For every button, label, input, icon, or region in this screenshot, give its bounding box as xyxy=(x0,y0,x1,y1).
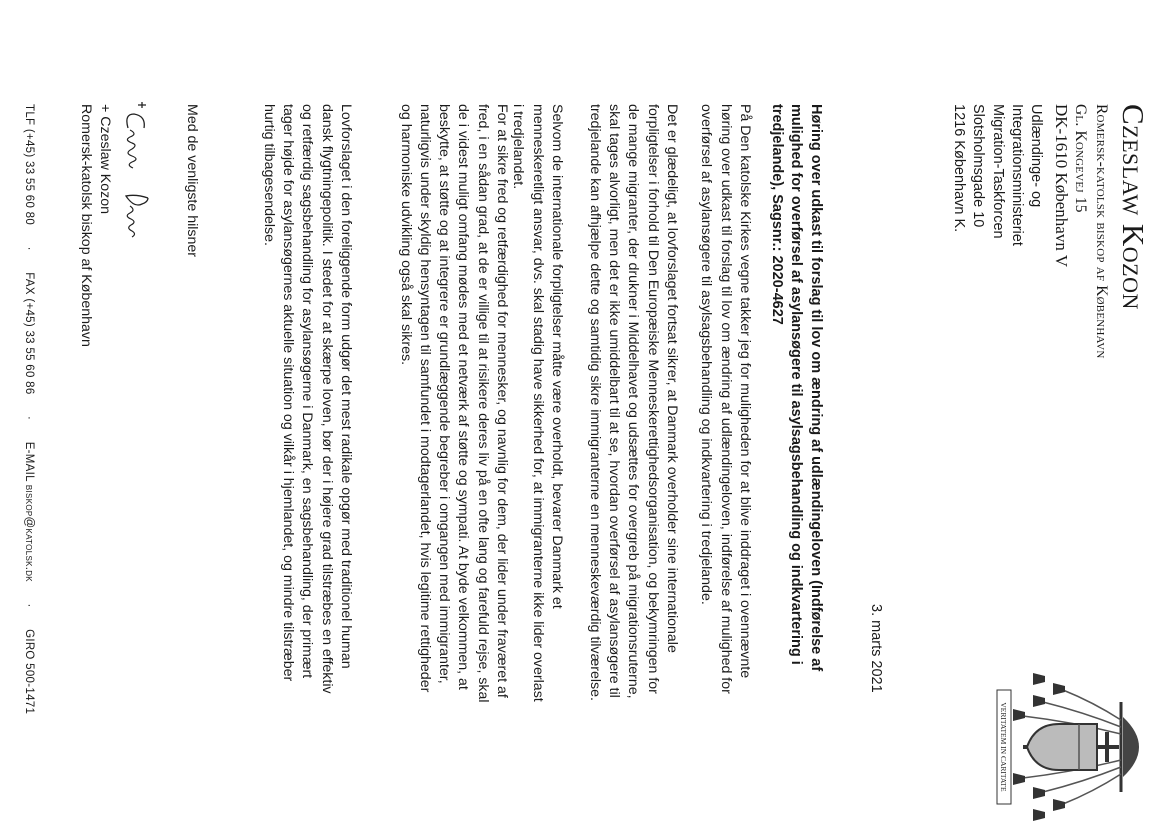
signer-title: Romersk-katolsk biskop af København xyxy=(78,104,94,347)
recipient-line: Integrationsministeriet xyxy=(1008,104,1025,246)
letter-closing: Med de venligste hilsner xyxy=(184,104,200,257)
footer-separator: · xyxy=(23,603,35,608)
recipient-line: 1216 København K. xyxy=(951,104,968,233)
body-paragraph: For at sikre fred og retfærdighed for mennesker, og navnlig for dem, der lider under fraværet af fred, i en sådan grad, at de er villige til at risikere deres liv på en ofte lang og farefuld rejse, skal de i videst muligt omfang mødes med et netværk af støtte og sympati. At byde velkommen, at beskytte, at støtte og at integrere er grundlæggende begreber i omgangen med immigranter, naturligvis under skyldig hensyntagen til samfundet i modtagerlandet, hvis legitime rettigheder og harmoniske udvikling også skal sikres. xyxy=(397,104,510,703)
footer-email: E-MAIL biskop@katolsk.dk xyxy=(23,441,35,582)
coat-of-arms-icon xyxy=(991,672,1163,822)
letter-footer xyxy=(23,104,35,794)
body-paragraph: Lovforslaget i den foreliggende form udgør det mest radikale opgør med traditionel human dansk flygtningepolitik. I stedet for at skærpe loven, bør der i højere grad tilstræbes en effektiv og retfærdig sagsbehandling for asylansøgerne i Danmark, en sagsbehandling, der primært tager højde for asylansøgernes aktuelle situation og vilkår i hjemlandet, og mindre tilstræber hurtig tilbagesendelse. xyxy=(260,104,354,694)
handwritten-signature-icon xyxy=(108,98,156,248)
footer-separator: · xyxy=(23,416,35,421)
signer-block xyxy=(76,104,114,347)
coat-of-arms-motto: VERITATEM IN CARITATE xyxy=(999,702,1008,792)
body-paragraph: På Den katolske Kirkes vegne takker jeg for muligheden for at blive inddraget i ovennævnte høring over udkast til forslag til lov om ændring af udlændingeloven, indførelse af mulighed for overførsel af asylansøgere til asylsagsbehandling og indkvartering i tredjelande. xyxy=(698,104,753,694)
sender-city: DK-1610 København V xyxy=(1052,104,1071,268)
footer-giro: GIRO 500-1471 xyxy=(23,629,35,715)
recipient-line: Migration-Taskforcen xyxy=(989,104,1006,239)
signer-name: + Czeslaw Kozon xyxy=(97,104,113,215)
footer-phone: TLF (+45) 33 55 60 80 xyxy=(23,104,35,226)
sender-title: Romersk-katolsk biskop af København xyxy=(1093,104,1110,359)
body-paragraph: Det er glædeligt, at lovforslaget fortsat sikrer, at Danmark overholder sine internationale forpligtelser i forhold til Den Europæiske Menneskerettighedsorganisation, og bekymringen for de mange migranter, der drukner i Middelhavet og udsættes for overgreb på migrationsruterne, skal tages alvorligt, men det er ikke umiddelbart til at se, hvordan overførsel af asylansøgere til tredjelande kan afhjælpe dette og samtidig sikre immigranterne en menneskeværdig tilværelse. xyxy=(586,104,680,701)
sender-name: Czeslaw Kozon xyxy=(1116,104,1151,310)
footer-fax: FAX (+45) 33 55 60 86 xyxy=(23,272,35,395)
sender-street: Gl. Kongevej 15 xyxy=(1072,104,1089,213)
recipient-line: Udlændinge- og xyxy=(1028,104,1044,208)
recipient-address xyxy=(949,104,1045,246)
letter-subject: Høring over udkast til forslag til lov om ændring af udlændingeloven (Indførelse af mulighed for overførsel af asylansøgere til asylsagsbehandling og indkvartering i tredjelande), Sagsnr.: 2020-4627 xyxy=(769,104,824,672)
recipient-line: Slotsholmsgade 10 xyxy=(970,104,987,228)
letter-date: 3. marts 2021 xyxy=(868,604,884,693)
footer-separator: · xyxy=(23,246,35,251)
body-paragraph: Selvom de internationale forpligtelser måtte være overholdt, bevarer Danmark et menneskeretligt ansvar, dvs. skal stadig have sikkerhed for, at immigranterne ikke lider overlast i tredjelandet. xyxy=(510,104,565,702)
